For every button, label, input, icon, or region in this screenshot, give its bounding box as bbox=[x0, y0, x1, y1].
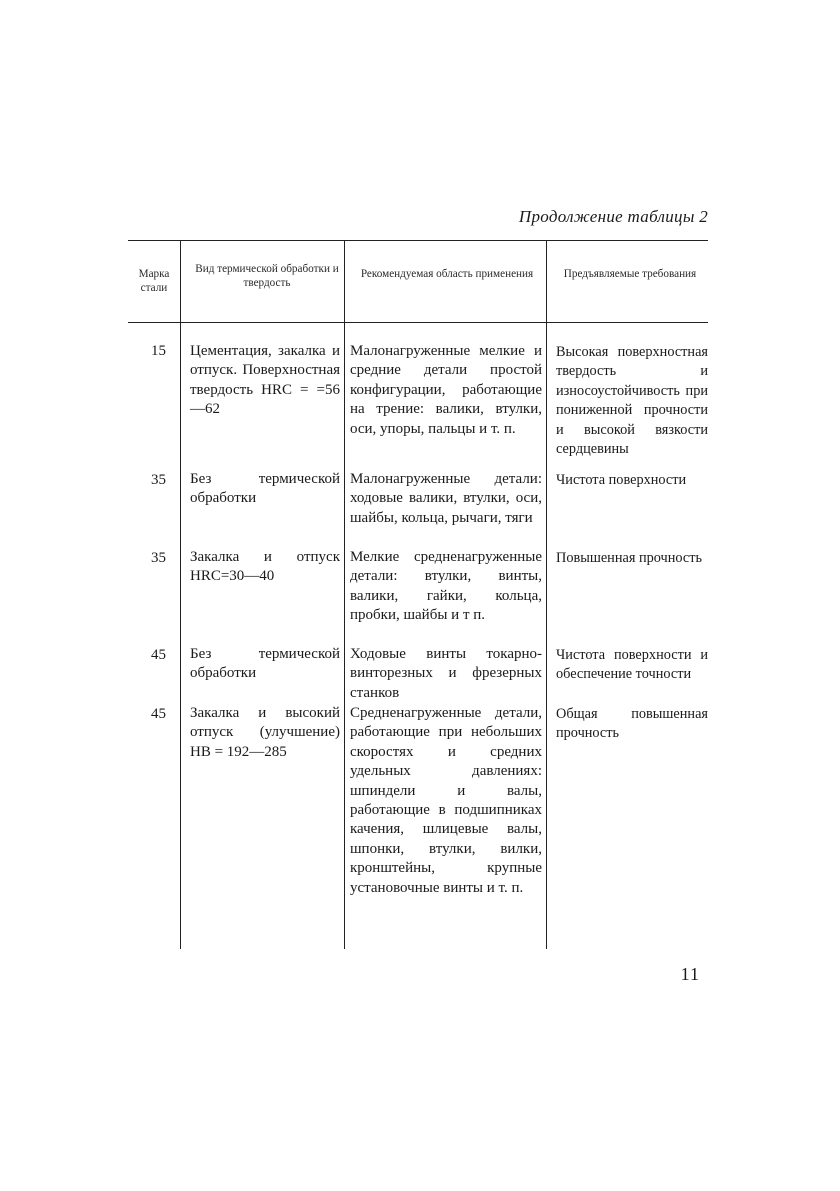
column-divider-1 bbox=[180, 241, 181, 949]
row-3-application: Мелкие средненагруженные детали: втулки, винты, валики, гайки, кольца, пробки, шайбы и т п. bbox=[350, 549, 542, 624]
row-2-treatment: Без термической обработки bbox=[190, 471, 340, 507]
row-4-steel-grade: 45 bbox=[151, 647, 166, 663]
row-3-treatment: Закалка и отпуск HRC=30—40 bbox=[190, 549, 340, 585]
table-top-rule bbox=[128, 240, 708, 241]
row-2-application: Малонагруженные детали: ходовые валики, втулки, оси, шайбы, кольца, рычаги, тяги bbox=[350, 471, 542, 526]
header-heat-treatment: Вид термической обработки и твердость bbox=[195, 263, 339, 289]
header-steel-grade: Марка стали bbox=[138, 268, 170, 294]
row-2-requirements: Чистота поверхности bbox=[556, 472, 687, 488]
row-4-treatment: Без термической обработки bbox=[190, 646, 340, 682]
row-4-application: Ходовые винты токарно-винторезных и фрезерных станков bbox=[350, 646, 542, 701]
row-2-steel-grade: 35 bbox=[151, 472, 166, 488]
column-divider-3 bbox=[546, 241, 547, 949]
row-4-requirements: Чистота поверхности и обеспечение точности bbox=[556, 647, 708, 683]
row-5-requirements: Общая повышенная прочность bbox=[556, 706, 708, 742]
page-number: 11 bbox=[680, 964, 700, 984]
row-5-application: Средненагруженные детали, работающие при небольших скоростях и средних удельных давлениях: шпиндели и валы, работающие в подшипниках качения, шлицевые валы, шпонки, втулки, вилки, кронштейны, крупные установочные винты и т. п. bbox=[350, 705, 542, 896]
row-5-treatment: Закалка и высокий отпуск (улучшение) HB = 192—285 bbox=[190, 705, 340, 760]
table-header-rule bbox=[128, 322, 708, 323]
row-1-treatment: Цементация, закалка и отпуск. Поверхностная твердость HRC = =56—62 bbox=[190, 343, 340, 418]
row-3-steel-grade: 35 bbox=[151, 550, 166, 566]
row-1-application: Малонагруженные мелкие и средние детали простой конфигурации, работающие на трение: валики, втулки, оси, упоры, пальцы и т. п. bbox=[350, 343, 542, 437]
table-caption: Продолжение таблицы 2 bbox=[518, 207, 708, 226]
row-1-steel-grade: 15 bbox=[151, 343, 166, 359]
column-divider-2 bbox=[344, 241, 345, 949]
header-application: Рекомендуемая область применения bbox=[360, 268, 534, 280]
row-1-requirements: Высокая поверхностная твердость и износоустойчивость при пониженной прочности и высокой вязкости сердцевины bbox=[556, 344, 708, 458]
row-3-requirements: Повышенная прочность bbox=[556, 550, 703, 566]
header-requirements: Предъявляемые требования bbox=[563, 268, 697, 280]
row-5-steel-grade: 45 bbox=[151, 706, 166, 722]
